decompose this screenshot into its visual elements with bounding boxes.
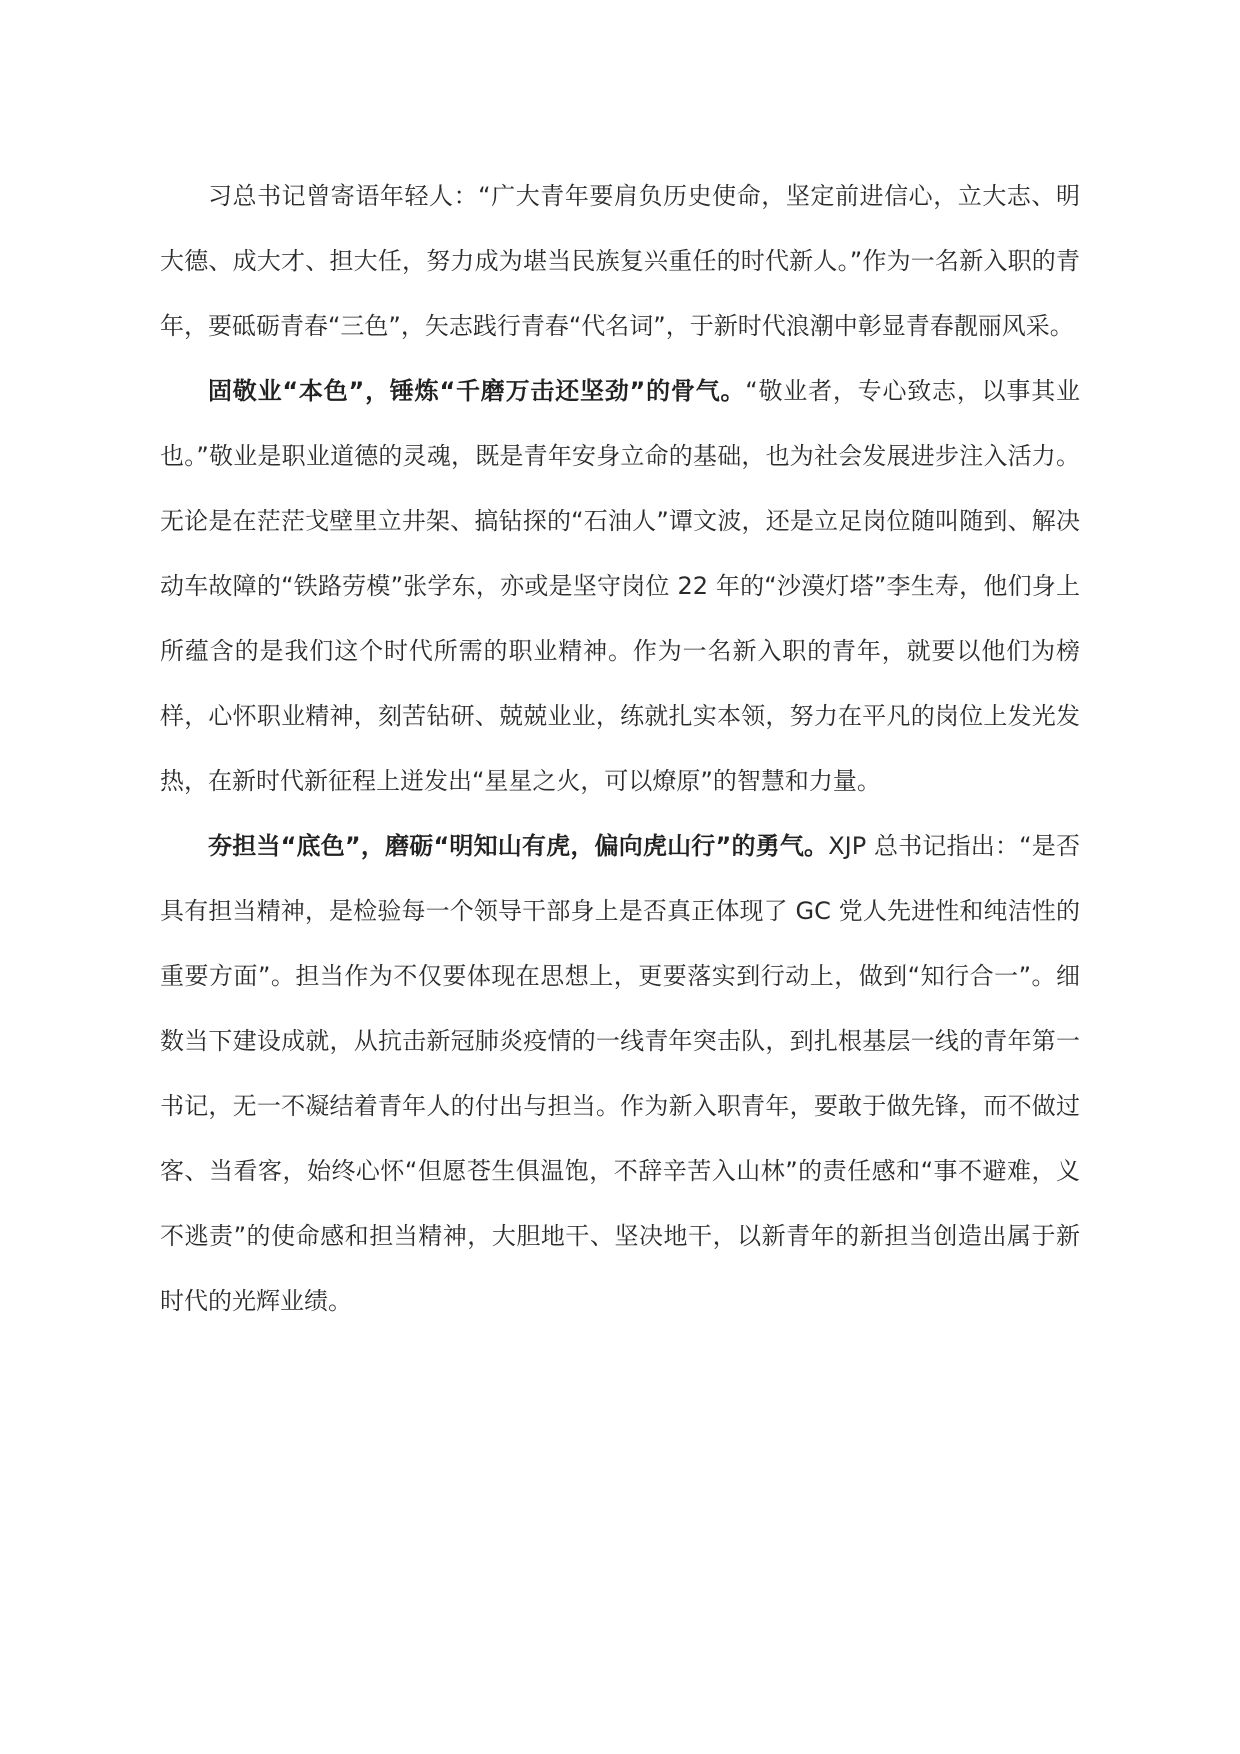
paragraph-text: “敬业者，专心致志，以事其业也。”敬业是职业道德的灵魂，既是青年安身立命的基础，也为社会发展进步注入活力。无论是在茫茫戈壁里立井架、搞钻探的“石油人”谭文波，还是立足岗位随叫随到、解决动车故障的“铁路劳模”张学东，亦或是坚守岗位 22 年的“沙漠灯塔”李生寿，他们身上所蕴含的是我们这个时代所需的职业精神。作为一名新入职的青年，就要以他们为榜样，心怀职业精神，刻苦钻研、兢兢业业，练就扎实本领，努力在平凡的岗位上发光发热，在新时代新征程上迸发出“星星之火，可以燎原”的智慧和力量。: [160, 377, 1080, 795]
paragraph-lead: 夯担当“底色”，磨砺“明知山有虎，偏向虎山行”的勇气。: [208, 832, 829, 860]
document-body: [160, 164, 1080, 1334]
paragraph-text: 习总书记曾寄语年轻人：“广大青年要肩负历史使命，坚定前进信心，立大志、明大德、成大才、担大任，努力成为堪当民族复兴重任的时代新人。”作为一名新入职的青年，要砥砺青春“三色”，矢志践行青春“代名词”，于新时代浪潮中彰显青春靓丽风采。: [160, 182, 1080, 340]
paragraph-lead: 固敬业“本色”，锤炼“千磨万击还坚劲”的骨气。: [208, 377, 746, 405]
paragraph-intro: [160, 164, 1080, 359]
paragraph-dedication: [160, 359, 1080, 814]
paragraph-responsibility: [160, 814, 1080, 1334]
paragraph-text: XJP 总书记指出：“是否具有担当精神，是检验每一个领导干部身上是否真正体现了 GC 党人先进性和纯洁性的重要方面”。担当作为不仅要体现在思想上，更要落实到行动上，做到“知行合一”。细数当下建设成就，从抗击新冠肺炎疫情的一线青年突击队，到扎根基层一线的青年第一书记，无一不凝结着青年人的付出与担当。作为新入职青年，要敢于做先锋，而不做过客、当看客，始终心怀“但愿苍生俱温饱，不辞辛苦入山林”的责任感和“事不避难，义不逃责”的使命感和担当精神，大胆地干、坚决地干，以新青年的新担当创造出属于新时代的光辉业绩。: [160, 832, 1080, 1315]
